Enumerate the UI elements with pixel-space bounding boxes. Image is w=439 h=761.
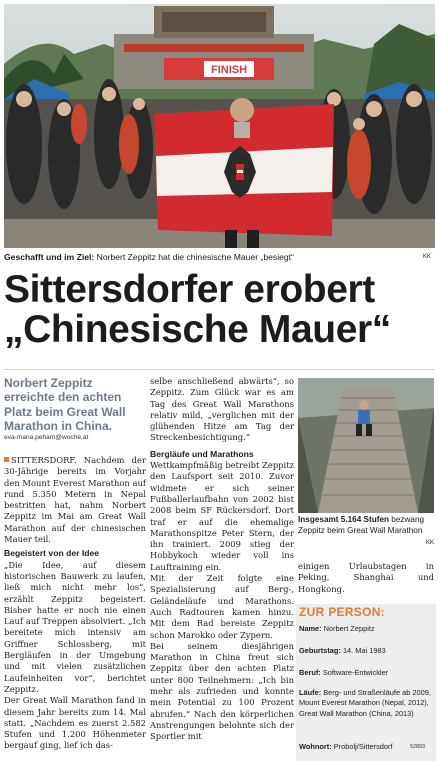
paragraph bbox=[4, 455, 146, 545]
person-home-row bbox=[299, 742, 409, 752]
author-email: eva-maria.peham@woche.at bbox=[4, 434, 89, 441]
hero-photo bbox=[4, 4, 435, 248]
stairs-illustration bbox=[298, 378, 434, 513]
person-name-row bbox=[299, 624, 433, 634]
article-column-3 bbox=[298, 561, 434, 595]
person-box-title: ZUR PERSON: bbox=[299, 605, 385, 619]
paragraph: einigen Urlaubstagen in Peking, Shanghai und Hongkong. bbox=[298, 561, 434, 594]
person-runs-label: Läufe: bbox=[299, 688, 322, 697]
person-birth-label: Geburtstag: bbox=[299, 646, 341, 655]
person-home-label: Wohnort: bbox=[299, 742, 332, 751]
paragraph: Der Great Wall Marathon fand in diesem Jahr bereits zum 14. Mal statt. „Nachdem es zuerst 2.582 Stufen und 1.200 Höhenmeter bergauf ging, lief ich das- bbox=[4, 695, 146, 751]
finish-banner-label: FINISH bbox=[210, 64, 248, 76]
paragraph: „Die Idee, auf diesem historischen Bauwerk zu laufen, ließ mich nicht mehr los“, erzählt Zeppitz begeistert. Bisher hatte er noch nie einen Lauf auf Treppen absolviert. „Ich bereitete mich intensiv am Griffner Schlossberg, mit Bergläufen in der Umgebung und mit vielen zusätzlichen Laufeinheiten vor“, berichtet Zeppitz. bbox=[4, 559, 146, 694]
person-runs-value: Berg- und Straßenläufe ab 2009, bbox=[321, 688, 431, 697]
person-home-value: Probolj/Sittersdorf bbox=[331, 742, 393, 751]
lead-text: Norbert Zeppitz erreichte den achten Platz beim Great Wall Marathon in China. bbox=[4, 376, 126, 434]
headline-line-1: Sittersdorfer erobert bbox=[4, 268, 375, 311]
dateline: SITTERSDORF. bbox=[11, 455, 77, 465]
person-birth-value: 14. Mai 1983 bbox=[340, 646, 386, 655]
article-column-2 bbox=[150, 376, 294, 743]
subheading: Begeistert von der Idee bbox=[4, 548, 100, 559]
headline-line-2: „Chinesische Mauer“ bbox=[4, 308, 391, 351]
subheading: Bergläufe und Marathons bbox=[150, 448, 254, 459]
article-code: 52893 bbox=[410, 744, 425, 750]
person-name-value: Norbert Zeppitz bbox=[321, 624, 375, 633]
bullet-square-icon bbox=[4, 457, 9, 462]
person-job-row bbox=[299, 668, 433, 678]
person-runs-line-3: Great Wall Marathon (China, 2013) bbox=[299, 708, 414, 718]
person-runs-row bbox=[299, 688, 433, 719]
paragraph: selbe anschließend abwärts“, so Zeppitz. Zum Glück war es am Tag des Great Wall Marathons relativ mild, „verglichen mit der glühenden Hitze am Tag der Streckenbesichtigung.“ bbox=[150, 376, 294, 443]
paragraph: Bei seinem diesjährigen Marathon in China freut sich Zeppitz über den achten Platz unter 800 Teilnehmern: „Ich bin mehr als zufrieden und konnte mein Potential zu 100 Prozent abrufen.“ Nach den körperlichen Anstrengungen belohnte sich der Sportler mit bbox=[150, 640, 294, 742]
stairs-photo bbox=[298, 378, 434, 513]
hero-caption bbox=[4, 250, 435, 264]
paragraph-text: Nachdem der 30-Jährige bereits im Vorjahr den Mount Everest Marathon auf rund 5.350 Metern in Nepal bestritten hat, nahm Norbert Zeppitz im Mai am Great Wall Marathon auf der chinesischen Mauer teil. bbox=[4, 455, 146, 545]
hero-caption-code: KK bbox=[422, 254, 431, 260]
paragraph: Mit der Zeit folgte eine Spezialisierung auf Berg-, Geländeläufe und Marathons. Auch Radtouren kamen hinzu. Mit dem Rad bereiste Zeppitz schon Marokko oder Zypern. bbox=[150, 573, 294, 640]
hero-illustration bbox=[4, 4, 435, 248]
headline bbox=[4, 270, 435, 350]
person-job-label: Beruf: bbox=[299, 668, 321, 677]
person-job-value: Software-Entwickler bbox=[320, 668, 389, 677]
stairs-caption-code: KK bbox=[425, 540, 434, 546]
divider bbox=[4, 369, 435, 370]
person-birth-row bbox=[299, 646, 433, 656]
hero-caption-text: Norbert Zeppitz hat die chinesische Mauer „besiegt“ bbox=[94, 252, 294, 262]
stairs-caption bbox=[298, 514, 434, 546]
hero-caption-bold: Geschafft und im Ziel: bbox=[4, 252, 95, 262]
stairs-caption-text: bezwang Zeppitz beim Great Wall Marathon bbox=[298, 515, 425, 535]
article-column-1 bbox=[4, 455, 146, 752]
paragraph: Wettkampfmäßig betreibt Zeppitz den Laufsport seit 2010. Zuvor widmete er sich seiner Fußballerlaufbahn von 2002 bist 2008 beim SF Rückersdorf. Dort traf er auf die ehemalige Marathonspitze Peter Stern, der ihn trainiert. 2009 stieg der Hobbykoch wieder voll ins Lauftraining ein. bbox=[150, 460, 294, 572]
person-runs-line-2: Mount Everest Marathon (Nepal, 2012), bbox=[299, 698, 429, 708]
stairs-caption-bold: Insgesamt 5.164 Stufen bbox=[298, 515, 390, 524]
person-name-label: Name: bbox=[299, 624, 322, 633]
